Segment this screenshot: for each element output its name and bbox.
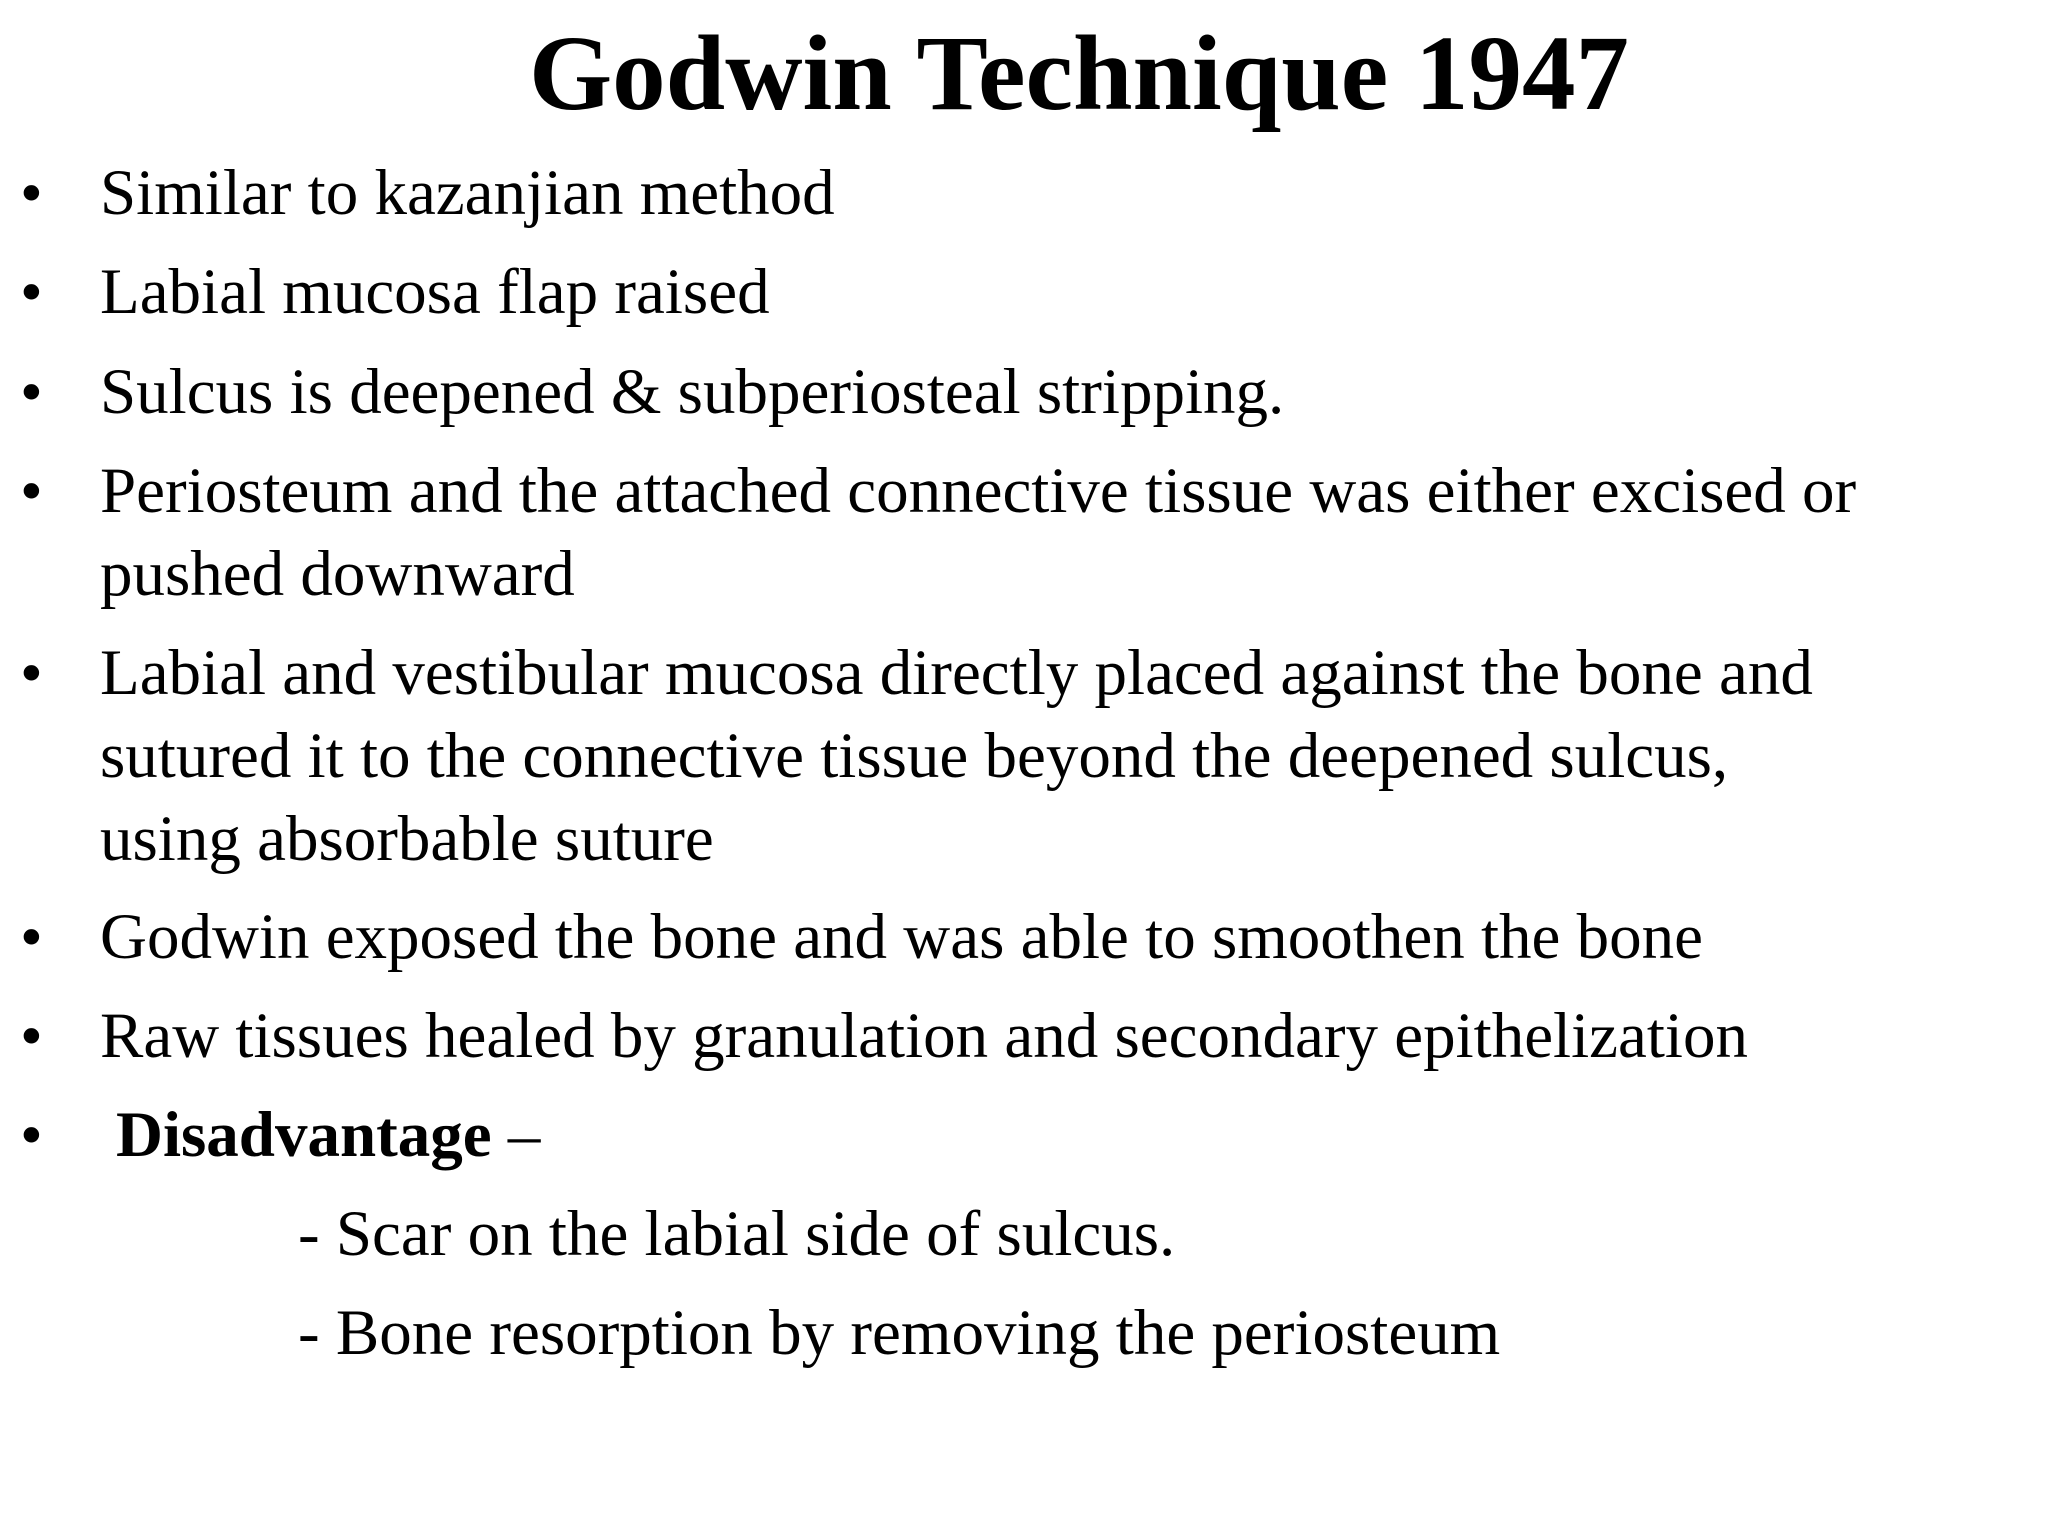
bullet-marker: •	[20, 637, 43, 709]
bullet-text-continuation: sutured it to the connective tissue beyond the deepened sulcus,	[100, 720, 1729, 792]
disadvantage-item: - Scar on the labial side of sulcus.	[298, 1198, 1176, 1270]
disadvantage-label: Disadvantage	[116, 1099, 492, 1171]
slide-title: Godwin Technique 1947	[528, 15, 1630, 133]
bullet-text-continuation: using absorbable suture	[100, 803, 714, 875]
disadvantage-dash: –	[491, 1099, 541, 1171]
bullet-text: Labial mucosa flap raised	[100, 256, 770, 328]
disadvantage-item: - Bone resorption by removing the periosteum	[298, 1297, 1501, 1369]
bullet-text-continuation: pushed downward	[100, 538, 575, 610]
bullet-text: Godwin exposed the bone and was able to smoothen the bone	[100, 901, 1703, 973]
bullet-marker: •	[20, 455, 43, 527]
bullet-text: Sulcus is deepened & subperiosteal stripping.	[100, 356, 1285, 428]
bullet-marker: •	[20, 1000, 43, 1072]
bullet-marker: •	[20, 1099, 43, 1171]
bullet-marker: •	[20, 256, 43, 328]
bullet-marker: •	[20, 157, 43, 229]
bullet-marker: •	[20, 356, 43, 428]
bullet-text: Raw tissues healed by granulation and secondary epithelization	[100, 1000, 1748, 1072]
bullet-text: Periosteum and the attached connective tissue was either excised or	[100, 455, 1857, 527]
disadvantage-heading	[116, 1095, 540, 1175]
bullet-text: Labial and vestibular mucosa directly placed against the bone and	[100, 637, 1813, 709]
bullet-marker: •	[20, 901, 43, 973]
bullet-text: Similar to kazanjian method	[100, 157, 835, 229]
